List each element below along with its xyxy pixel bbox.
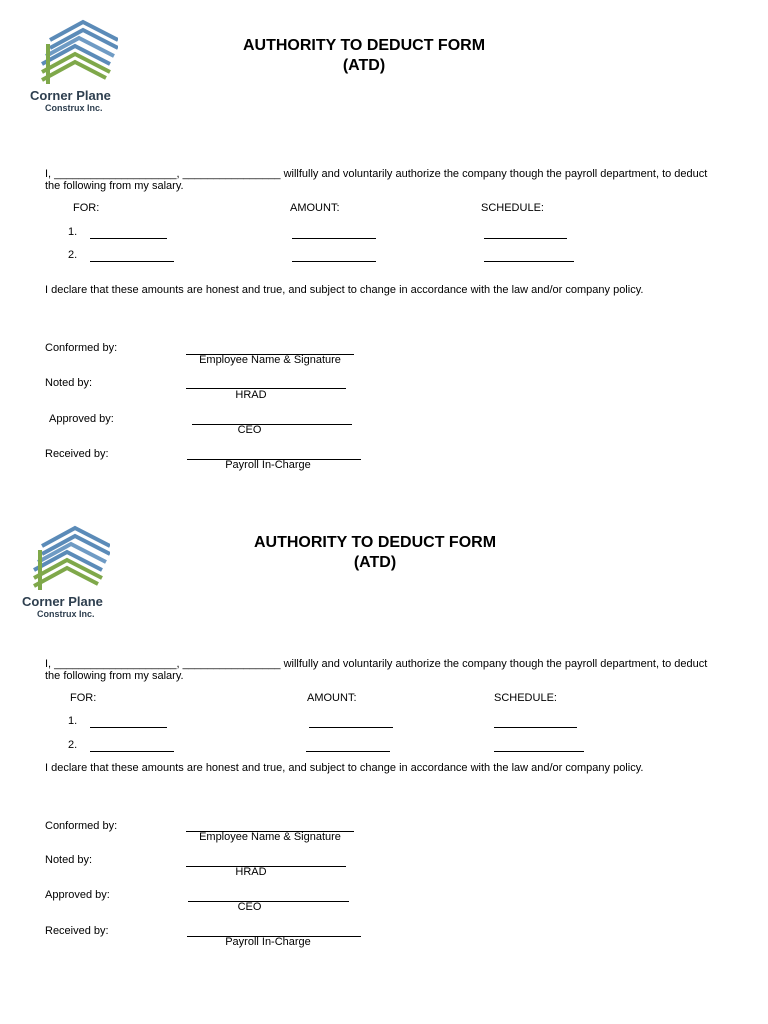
schedule-field-2[interactable] [484,249,574,262]
row-number-2: 2. [68,739,78,751]
declaration-paragraph: I declare that these amounts are honest and true, and subject to change in accordance with the law and/or company policy. [45,762,644,774]
approved-by-label: Approved by: [45,889,110,901]
declaration-paragraph: I declare that these amounts are honest and true, and subject to change in accordance with the law and/or company policy. [45,284,644,296]
conformed-caption: Employee Name & Signature [199,831,341,843]
company-logo [30,18,140,118]
building-logo-icon [30,524,110,592]
brand-subtitle: Construx Inc. [45,103,103,113]
received-by-label: Received by: [45,925,109,937]
for-field-2[interactable] [90,249,174,262]
conformed-by-label: Conformed by: [45,820,118,832]
col-header-schedule: SCHEDULE: [481,202,544,214]
for-field-2[interactable] [90,739,174,752]
row-number-1: 1. [68,226,78,238]
brand-subtitle: Construx Inc. [37,609,95,619]
amount-field-2[interactable] [306,739,390,752]
company-logo [22,524,132,624]
conformed-by-label: Conformed by: [45,342,118,354]
approved-by-label: Approved by: [49,413,114,425]
col-header-for: FOR: [73,202,100,214]
col-header-for: FOR: [70,692,97,704]
col-header-schedule: SCHEDULE: [494,692,557,704]
intro-paragraph: I, ____________________, ________________ willfully and voluntarily authorize the company though the payroll department, to deduct the following from my salary. [45,658,708,682]
amount-field-1[interactable] [309,715,393,728]
atd-form-1 [0,0,768,500]
brand-name: Corner Plane [22,594,103,609]
noted-by-label: Noted by: [45,377,93,389]
noted-caption: HRAD [235,866,267,878]
form-title [165,533,585,573]
received-by-label: Received by: [45,448,109,460]
conformed-caption: Employee Name & Signature [199,354,341,366]
schedule-field-1[interactable] [494,715,577,728]
brand-name: Corner Plane [30,88,111,103]
form-title-line1: AUTHORITY TO DEDUCT FORM [242,37,486,54]
received-caption: Payroll In-Charge [225,936,311,948]
received-caption: Payroll In-Charge [225,459,311,471]
form-title-line2: (ATD) [342,57,386,74]
schedule-field-2[interactable] [494,739,584,752]
intro-paragraph: I, ____________________, ________________ willfully and voluntarily authorize the company though the payroll department, to deduct the following from my salary. [45,168,708,192]
row-number-2: 2. [68,249,78,261]
building-logo-icon [38,18,118,86]
amount-field-2[interactable] [292,249,376,262]
noted-by-label: Noted by: [45,854,93,866]
schedule-field-1[interactable] [484,226,567,239]
form-title-line2: (ATD) [353,554,397,571]
col-header-amount: AMOUNT: [307,692,357,704]
row-number-1: 1. [68,715,78,727]
for-field-1[interactable] [90,226,167,239]
approved-caption: CEO [237,424,262,436]
amount-field-1[interactable] [292,226,376,239]
approved-caption: CEO [237,901,262,913]
for-field-1[interactable] [90,715,167,728]
atd-form-2 [0,498,768,998]
form-title [154,36,574,76]
noted-caption: HRAD [235,389,267,401]
col-header-amount: AMOUNT: [290,202,340,214]
form-title-line1: AUTHORITY TO DEDUCT FORM [253,534,497,551]
